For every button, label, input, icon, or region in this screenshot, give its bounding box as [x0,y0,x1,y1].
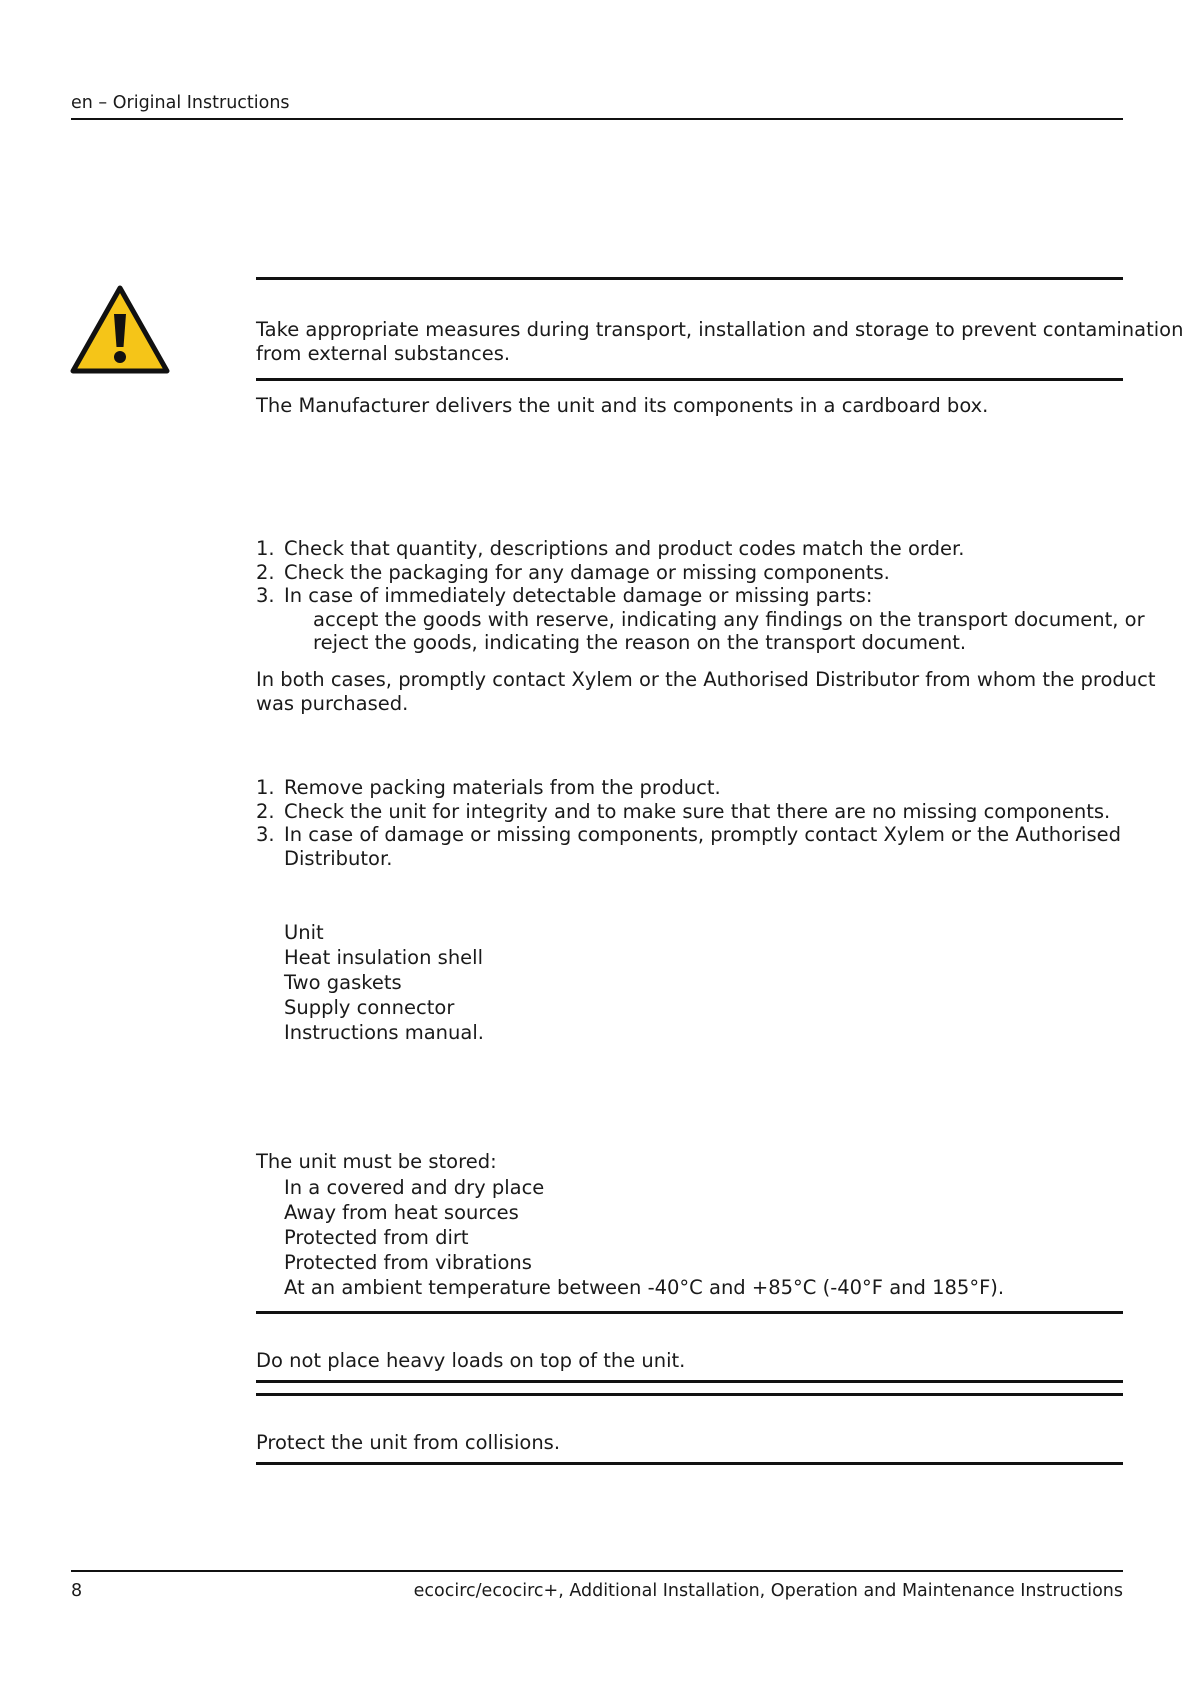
list-item: Supply connector [284,996,455,1019]
step-number: 2. [256,560,275,584]
list-item [256,823,1121,847]
page-header-title: en – Original Instructions [71,93,290,113]
package-contents-list [284,920,484,1045]
notice-collision-bottom-rule [256,1462,1123,1465]
inspect-unit-steps [256,776,1121,870]
step-text-continuation: Distributor. [284,846,393,870]
list-item: Protected from dirt [284,1226,469,1249]
step-number: 3. [256,823,275,847]
storage-intro: The unit must be stored: [256,1150,497,1173]
step-number: 1. [256,776,275,799]
step-text: Check that quantity, descriptions and product codes match the order. [284,537,965,560]
storage-conditions-list [284,1175,1004,1300]
step-text: In case of immediately detectable damage or missing parts: [284,584,873,608]
delivery-text: The Manufacturer delivers the unit and its components in a cardboard box. [256,394,989,417]
list-item: In a covered and dry place [284,1176,545,1199]
warning-text-line-2: from external substances. [256,342,511,365]
inspect-package-steps [256,537,1145,655]
sub-item: reject the goods, indicating the reason on the transport document. [313,631,967,655]
contact-note-line-1: In both cases, promptly contact Xylem or the Authorised Distributor from whom the product [256,668,1156,691]
list-item [256,800,1121,824]
list-item: Instructions manual. [284,1021,484,1044]
notice-heavy-bottom-rule [256,1380,1123,1383]
list-item: Protected from vibrations [284,1251,532,1274]
list-item: Two gaskets [284,971,402,994]
warning-triangle-icon [70,285,170,374]
step-number: 1. [256,537,275,560]
list-item [256,776,1121,800]
warning-text-line-1: Take appropriate measures during transport, installation and storage to prevent contamination [256,318,1184,341]
list-item [256,537,1145,561]
footer-doc-title: ecocirc/ecocirc+, Additional Installation, Operation and Maintenance Instructions [413,1581,1123,1601]
list-item: Heat insulation shell [284,946,484,969]
sub-item: accept the goods with reserve, indicating any findings on the transport document, or [313,607,1145,631]
list-item [256,561,1145,585]
contact-note-line-2: was purchased. [256,692,409,715]
header-divider [71,118,1123,120]
warning-bottom-rule [256,378,1123,381]
step-text: Check the unit for integrity and to make sure that there are no missing components. [284,799,1111,823]
notice-collision-top-rule [256,1393,1123,1396]
step-number: 3. [256,584,275,608]
step-number: 2. [256,799,275,823]
notice-heavy-top-rule [256,1311,1123,1314]
notice-heavy-text: Do not place heavy loads on top of the unit. [256,1349,686,1372]
list-item: Away from heat sources [284,1201,519,1224]
warning-top-rule [256,277,1123,280]
list-item: At an ambient temperature between -40°C and +85°C (-40°F and 185°F). [284,1276,1005,1299]
notice-collision-text: Protect the unit from collisions. [256,1431,561,1454]
step-text: In case of damage or missing components, promptly contact Xylem or the Authorised [284,823,1121,847]
footer-divider [71,1570,1123,1572]
list-item [256,584,1145,608]
page-number: 8 [71,1581,83,1601]
list-item: Unit [284,921,324,944]
step-text: Check the packaging for any damage or missing components. [284,560,890,584]
step-text: Remove packing materials from the product. [284,776,721,799]
